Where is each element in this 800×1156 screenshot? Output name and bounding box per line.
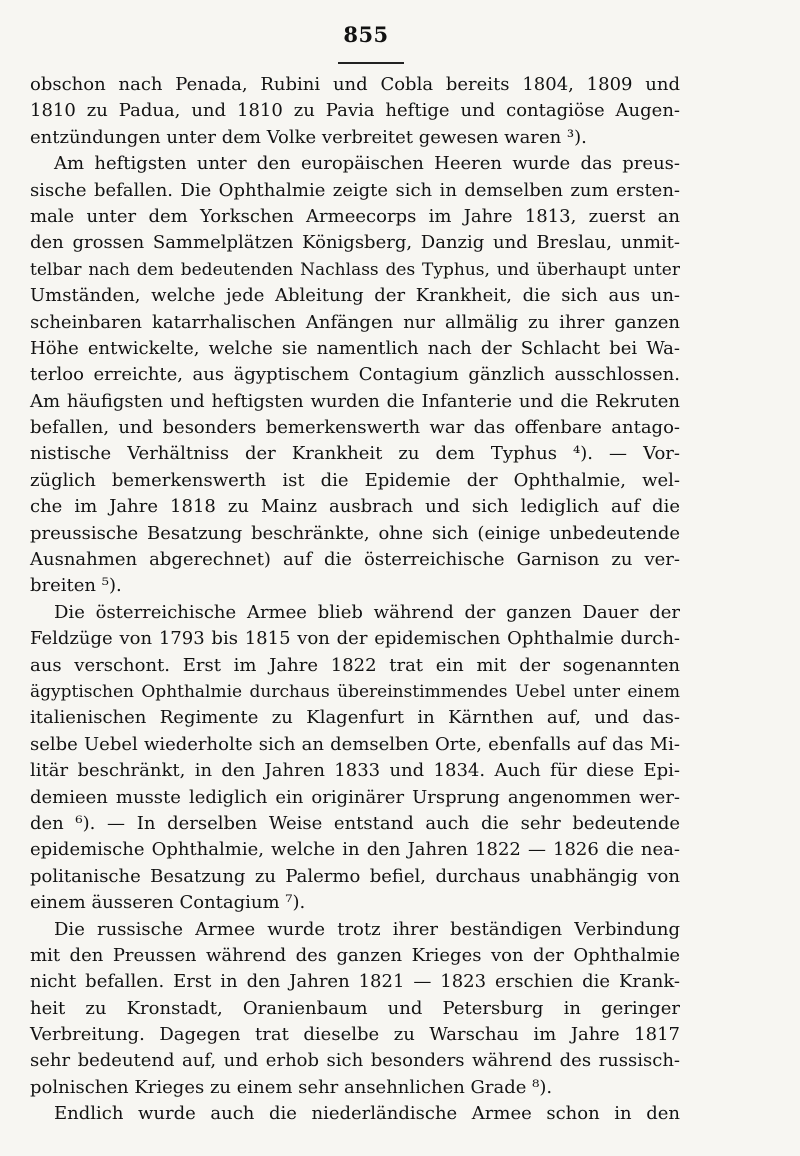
text-line: 1810 zu Padua, und 1810 zu Pavia heftige und contagiöse Augen- [30, 100, 680, 122]
text-line: einem äusseren Contagium ⁷). [30, 892, 306, 914]
text-line: Umständen, welche jede Ableitung der Krankheit, die sich aus un- [30, 285, 680, 307]
header-rule [338, 62, 404, 64]
text-line: den ⁶). — In derselben Weise entstand auch die sehr bedeutende [30, 812, 680, 834]
text-line: epidemische Ophthalmie, welche in den Jahren 1822 — 1826 die nea- [30, 839, 680, 861]
text-line: Die russische Armee wurde trotz ihrer beständigen Verbindung [54, 918, 680, 940]
text-line: sische befallen. Die Ophthalmie zeigte sich in demselben zum ersten- [30, 179, 680, 201]
text-line: sehr bedeutend auf, und erhob sich besonders während des russisch- [30, 1050, 680, 1072]
text-line: befallen, und besonders bemerkenswerth war das offenbare antago- [30, 417, 680, 439]
text-line: Am häufigsten und heftigsten wurden die Infanterie und die Rekruten [30, 390, 680, 412]
text-line: Endlich wurde auch die niederländische Armee schon in den [54, 1103, 680, 1125]
body-text [30, 72, 680, 1128]
text-line: den grossen Sammelplätzen Königsberg, Danzig und Breslau, unmit- [30, 232, 680, 254]
text-line: italienischen Regimente zu Klagenfurt in Kärnthen auf, und das- [30, 707, 680, 729]
text-line: demieen musste lediglich ein originärer Ursprung angenommen wer- [30, 786, 680, 808]
text-line: telbar nach dem bedeutenden Nachlass des Typhus, und überhaupt unter [30, 259, 680, 280]
text-line: male unter dem Yorkschen Armeecorps im Jahre 1813, zuerst an [30, 205, 680, 227]
text-line: politanische Besatzung zu Palermo befiel, durchaus unabhängig von [30, 865, 680, 887]
text-line: Verbreitung. Dagegen trat dieselbe zu Warschau im Jahre 1817 [30, 1024, 680, 1046]
text-line: breiten ⁵). [30, 575, 122, 597]
text-line: aus verschont. Erst im Jahre 1822 trat ein mit der sogenannten [30, 654, 680, 676]
text-line: scheinbaren katarrhalischen Anfängen nur allmälig zu ihrer ganzen [30, 311, 680, 333]
text-line: litär beschränkt, in den Jahren 1833 und 1834. Auch für diese Epi- [30, 760, 680, 782]
page-number: 855 [343, 22, 389, 47]
text-line: obschon nach Penada, Rubini und Cobla bereits 1804, 1809 und [30, 74, 680, 95]
text-line: terloo erreichte, aus ägyptischem Contagium gänzlich ausschlossen. [30, 364, 680, 386]
text-line: selbe Uebel wiederholte sich an demselben Orte, ebenfalls auf das Mi- [30, 733, 680, 755]
text-line: Feldzüge von 1793 bis 1815 von der epidemischen Ophthalmie durch- [30, 628, 680, 650]
text-line: mit den Preussen während des ganzen Krieges von der Ophthalmie [30, 944, 680, 966]
text-line: ägyptischen Ophthalmie durchaus übereinstimmendes Uebel unter einem [30, 681, 680, 702]
text-line: züglich bemerkenswerth ist die Epidemie der Ophthalmie, wel- [30, 469, 680, 491]
text-line: che im Jahre 1818 zu Mainz ausbrach und sich lediglich auf die [30, 496, 680, 518]
text-line: entzündungen unter dem Volke verbreitet gewesen waren ³). [30, 126, 587, 148]
text-line: polnischen Krieges zu einem sehr ansehnlichen Grade ⁸). [30, 1076, 553, 1098]
text-line: Höhe entwickelte, welche sie namentlich nach der Schlacht bei Wa- [30, 337, 680, 359]
text-line: nistische Verhältniss der Krankheit zu dem Typhus ⁴). — Vor- [30, 443, 680, 465]
text-line: Die österreichische Armee blieb während der ganzen Dauer der [54, 601, 680, 623]
text-line: Am heftigsten unter den europäischen Heeren wurde das preus- [54, 153, 680, 175]
text-line: Ausnahmen abgerechnet) auf die österreichische Garnison zu ver- [30, 549, 680, 571]
text-line: heit zu Kronstadt, Oranienbaum und Petersburg in geringer [30, 997, 680, 1019]
text-line: preussische Besatzung beschränkte, ohne sich (einige unbedeutende [30, 522, 680, 544]
text-line: nicht befallen. Erst in den Jahren 1821 — 1823 erschien die Krank- [30, 971, 680, 993]
